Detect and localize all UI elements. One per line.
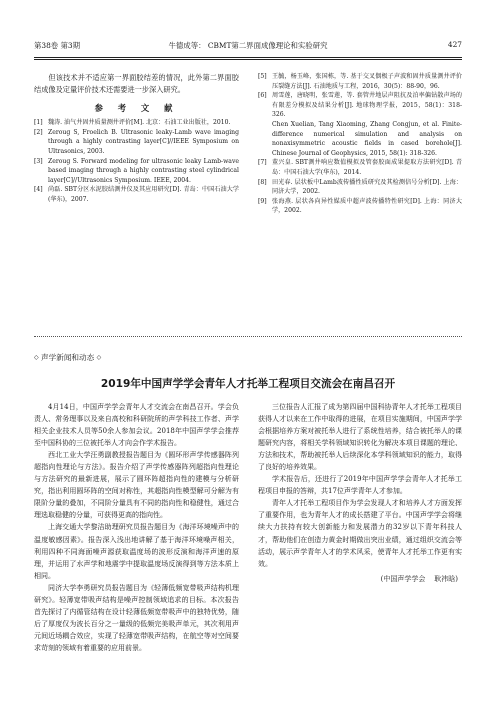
journal-volume: 第38卷 第3期 — [34, 41, 81, 50]
news-section-label: ◇ 声学新闻和动态 ◇ — [34, 353, 102, 362]
news-signature: (中国声学学会 耿祎晗) — [380, 574, 458, 583]
news-paragraph: 西北工业大学汪勇副教授报告题目为《圆环形声学传感器阵列超指向性理论与方法》。报告介绍了声学传感器阵列超指向性理论与方法研究的最新进展，展示了圆环阵超指向性的建模与分析研究，指出利用圆环阵的空间对称性，其超指向性模型解可分解为有限阶分量的叠加，不同阶分量具有不同的指向性和稳健性，通过合理选取稳健的分量，可获得更高的指向性。 — [34, 451, 239, 520]
news-paragraph: 学术报告后，还进行了2019年中国声学学会青年人才托举工程项目申报的答辩，共17位声学青年人才参加。 — [258, 475, 462, 496]
reference-item: [5] 王毓，杨玉峰，张国栋，等. 基于交叉偶极子声波和固井质量测井评价压裂缝方法[J]. 石油地质与工程，2016，30(5)：88-90，96. — [258, 73, 462, 90]
reference-item: [9] 张海燕. 层状各向异性媒质中超声波传播特性研究[D]. 上海：同济大学，2002. — [258, 197, 462, 215]
right-column-news — [258, 401, 462, 585]
section-divider — [34, 336, 462, 337]
reference-item-english: Chen Xuelian, Tang Xiaoming, Zhang Congjun, et al. Finite-difference numerical simulation and analysis on nonaxisymmetric acoustic fields in cased borehole[J]. Chinese Journal of Geophysics, 2015, 58(1): 318-326. — [272, 120, 462, 157]
header-rule-top — [34, 57, 462, 58]
reference-item: [2] Zeroug S, Froelich B. Ultrasonic leaky-Lamb wave imaging through a highly contrasting layer[C]//IEEE Symposium on Ultrasonics, 2003. — [34, 128, 239, 155]
news-paragraph: 4月14日，中国声学学会青年人才交流会在南昌召开。学会负责人、常务理事以及来自高校和科研院所的声学科技工作者、声学相关企业技术人员等50余人参加会议。2018年中国声学学会推荐至中国科协的三位被托举人才向会作学术报告。 — [34, 403, 239, 448]
left-column-news — [34, 401, 239, 654]
left-column-top — [34, 72, 239, 205]
header-rule-bottom — [34, 59, 462, 60]
news-paragraph: 上海交通大学黎洁助理研究员报告题目为《海洋环境噪声中的温度敏感因素》。报告深入浅出地讲解了基于海洋环境噪声相关，利用四种不同海面噪声源获取温度场的波形反演和海洋声速的原理，并运用了水声学和地震学中提取温度场反演得到等方法本质上相同。 — [34, 523, 239, 580]
news-paragraph: 三位报告人汇报了成为第四届中国科协青年人才托举工程项目获得人才以来在工作中取得的进展，在项目实施期间，中国声学学会根据培养方案对被托举人进行了系统性培养，结合被托举人的课题研究内容，将相关学科领域知识转化为解决本项目课题的理论、方法和技术，帮助被托举人后续深化本学科领域知识的能力，取得了良好的培养效果。 — [258, 403, 462, 472]
reference-item: [7] 董兴皇. SBT测井响应数值模拟及管套胶面成果提取方法研究[D]. 青岛：中国石油大学(华东)，2014. — [258, 159, 462, 176]
reference-item: [3] Zeroug S. Forward modeling for ultrasonic leaky Lamb-wave based imaging through a highly contrasting steel cylindrical layer[C]//Ultrasonics Symposium. IEEE, 2004. — [34, 157, 239, 184]
diamond-icon: ◇ — [96, 354, 102, 361]
running-title: 牛德成等： CBMT第二界面成像理论和实验研究 — [168, 41, 328, 50]
news-paragraph: 青年人才托举工程项目作为学会发现人才和培养人才方面发挥了重要作用，也为青年人才的成长搭建了平台。中国声学学会将继续大力扶持有较大创新能力和发展潜力的32岁以下青年科技人才，帮助他们在创造力黄金时期做出突出业绩，通过组织交流会等活动，展示声学青年人才的学术风采，使青年人才托举工作更有实效。 — [258, 499, 462, 568]
page-number: 427 — [447, 40, 462, 49]
reference-item: [4] 尚磊. SBT分区水泥胶结测井仪及其应用研究[D]. 青岛：中国石油大学(华东)，2007. — [34, 186, 239, 203]
references-heading: 参 考 文 献 — [94, 102, 179, 113]
reference-item: [1] 魏涛. 油气井固井质量测井评价[M]. 北京：石油工业出版社，2010. — [34, 119, 231, 127]
reference-item: [6] 周雪莲，唐晓明，张雪莲，等. 套管井地层声阻抗及泊率偏钻散声场的有限差分模拟及结果分析[J]. 地球物理学报，2015，58(1)：318-326. — [258, 92, 462, 119]
diamond-icon: ◇ — [34, 354, 39, 361]
intro-paragraph: 但该技术并不适应第一界面胶结差的情况，此外第二界面胶结成像及定量评价技术还需要进一步深入研究。 — [34, 73, 239, 95]
reference-item: [8] 田光春. 层状板中Lamb波传播性质研究及其检测信号分析[D]. 上海：同济大学，2002. — [258, 178, 462, 196]
right-column-top — [258, 72, 462, 216]
running-header — [34, 40, 462, 54]
news-paragraph: 同济大学李勇研究员报告题目为《轻薄低频宽带吸声结构机理研究》。轻薄宽带吸声结构是噪声控制领域追求的目标。本次报告首先探讨了内循管结构在设计轻薄低频宽带吸声中的独特优势，随后了厚度仅为波长百分之一量级的低频完美吸声单元，其次利用声元间近场耦合效应，实现了轻薄宽带吸声结构，在航空等对空间要求苛刻的领域有着重要的应用前景。 — [34, 583, 239, 652]
news-title: 2019年中国声学学会青年人才托举工程项目交流会在南昌召开 — [100, 378, 396, 390]
